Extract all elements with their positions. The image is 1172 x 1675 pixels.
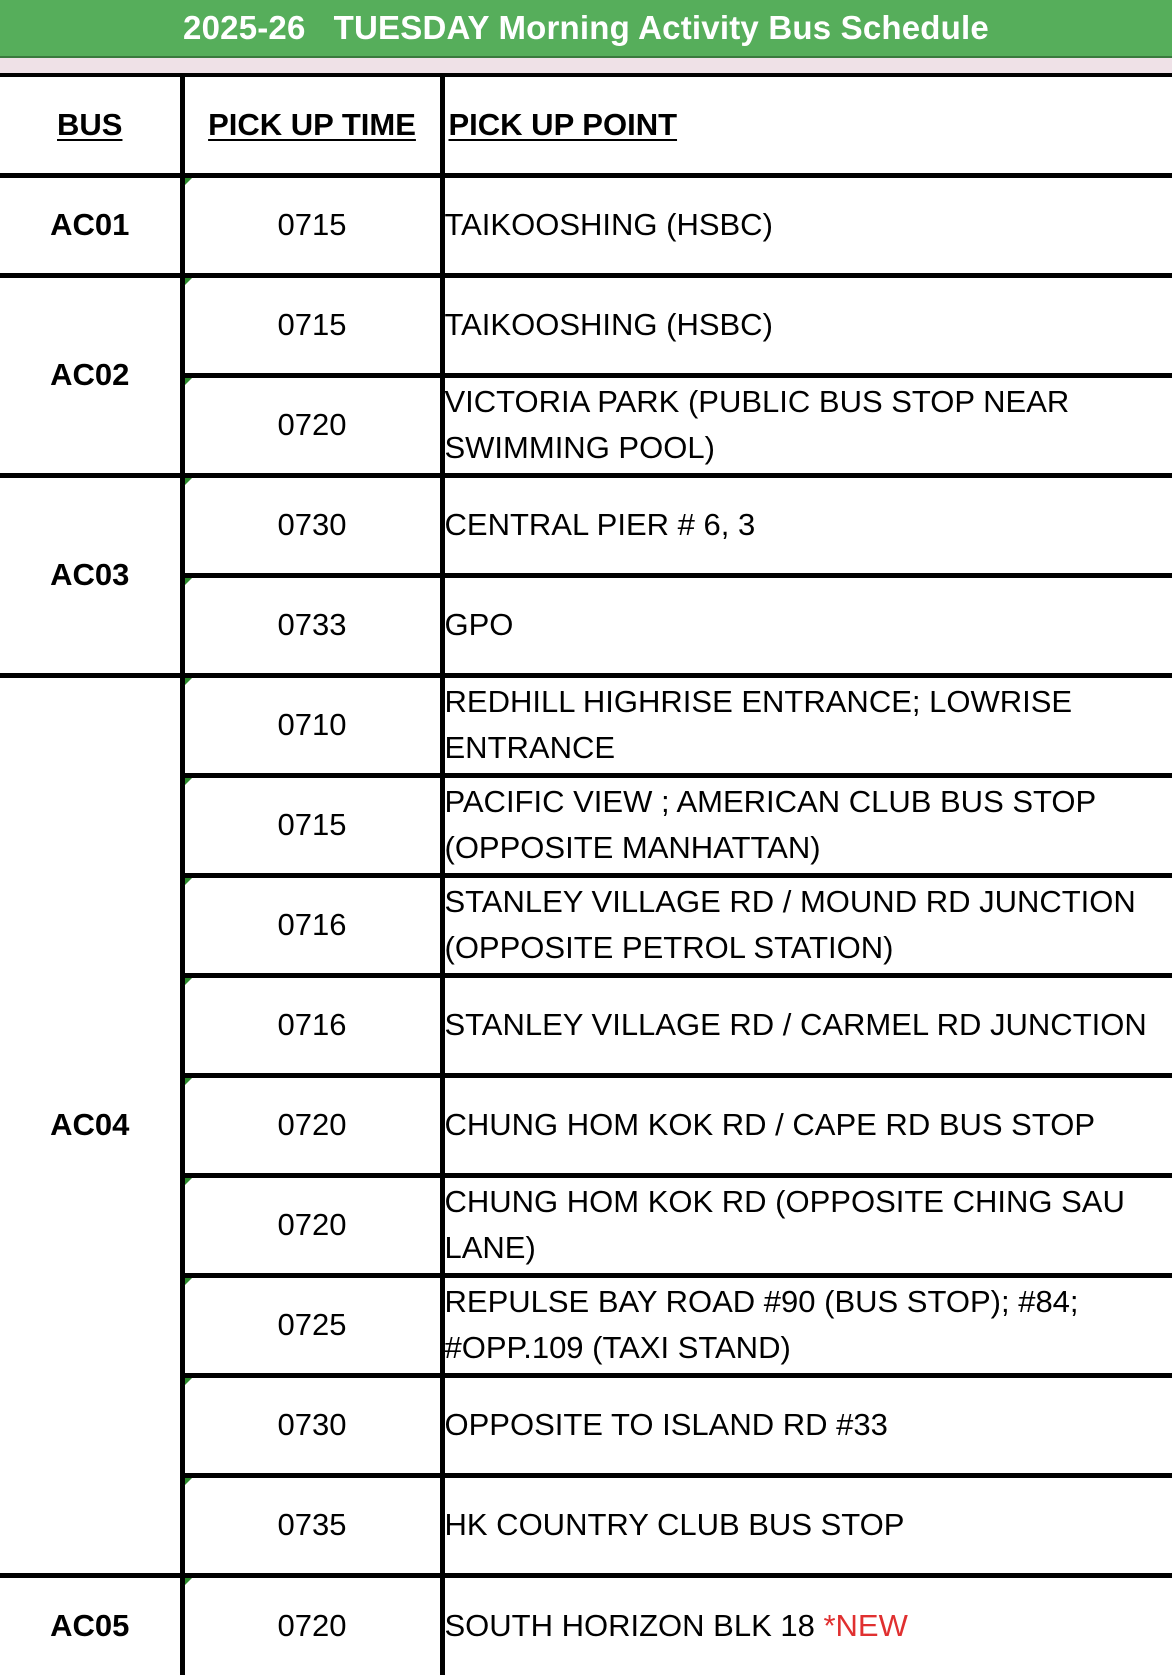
pickup-point-cell: TAIKOOSHING (HSBC) bbox=[442, 175, 1172, 275]
pickup-point-cell: GPO bbox=[442, 575, 1172, 675]
pickup-point-cell: HK COUNTRY CLUB BUS STOP bbox=[442, 1475, 1172, 1575]
pickup-time-cell: 0720 bbox=[182, 1575, 442, 1675]
pickup-point-cell: REPULSE BAY ROAD #90 (BUS STOP); #84; #OPP.109 (TAXI STAND) bbox=[442, 1275, 1172, 1375]
title-divider-strip bbox=[0, 58, 1172, 73]
bus-cell-ac05: AC05 bbox=[0, 1575, 182, 1675]
pickup-point-cell bbox=[442, 1575, 1172, 1675]
pickup-point-cell: STANLEY VILLAGE RD / CARMEL RD JUNCTION bbox=[442, 975, 1172, 1075]
bus-schedule-table bbox=[0, 73, 1172, 1675]
table-header-row bbox=[0, 75, 1172, 175]
table-row bbox=[0, 475, 1172, 575]
bus-cell-ac02: AC02 bbox=[0, 275, 182, 475]
pickup-point-cell: VICTORIA PARK (PUBLIC BUS STOP NEAR SWIMMING POOL) bbox=[442, 375, 1172, 475]
pickup-point-cell: CHUNG HOM KOK RD / CAPE RD BUS STOP bbox=[442, 1075, 1172, 1175]
pickup-time-cell: 0730 bbox=[182, 1375, 442, 1475]
table-row bbox=[0, 1575, 1172, 1675]
pickup-time-cell: 0715 bbox=[182, 775, 442, 875]
schedule-title: 2025-26 TUESDAY Morning Activity Bus Schedule bbox=[0, 0, 1172, 58]
header-pickup-point: PICK UP POINT bbox=[442, 75, 1172, 175]
bus-cell-ac04: AC04 bbox=[0, 675, 182, 1575]
pickup-time-cell: 0733 bbox=[182, 575, 442, 675]
new-stop-tag: *NEW bbox=[823, 1608, 908, 1643]
pickup-point-cell: TAIKOOSHING (HSBC) bbox=[442, 275, 1172, 375]
pickup-point-cell: CHUNG HOM KOK RD (OPPOSITE CHING SAU LANE) bbox=[442, 1175, 1172, 1275]
pickup-time-cell: 0710 bbox=[182, 675, 442, 775]
pickup-time-cell: 0715 bbox=[182, 175, 442, 275]
pickup-point-text: SOUTH HORIZON BLK 18 bbox=[444, 1608, 824, 1643]
table-row bbox=[0, 175, 1172, 275]
pickup-time-cell: 0716 bbox=[182, 875, 442, 975]
pickup-point-cell: CENTRAL PIER # 6, 3 bbox=[442, 475, 1172, 575]
bus-cell-ac01: AC01 bbox=[0, 175, 182, 275]
pickup-point-cell: REDHILL HIGHRISE ENTRANCE; LOWRISE ENTRANCE bbox=[442, 675, 1172, 775]
pickup-time-cell: 0716 bbox=[182, 975, 442, 1075]
pickup-time-cell: 0720 bbox=[182, 375, 442, 475]
pickup-time-cell: 0725 bbox=[182, 1275, 442, 1375]
bus-cell-ac03: AC03 bbox=[0, 475, 182, 675]
pickup-time-cell: 0720 bbox=[182, 1075, 442, 1175]
pickup-point-cell: OPPOSITE TO ISLAND RD #33 bbox=[442, 1375, 1172, 1475]
pickup-time-cell: 0730 bbox=[182, 475, 442, 575]
pickup-time-cell: 0720 bbox=[182, 1175, 442, 1275]
pickup-time-cell: 0735 bbox=[182, 1475, 442, 1575]
pickup-point-cell: STANLEY VILLAGE RD / MOUND RD JUNCTION (OPPOSITE PETROL STATION) bbox=[442, 875, 1172, 975]
table-row bbox=[0, 275, 1172, 375]
table-row bbox=[0, 675, 1172, 775]
header-pickup-time: PICK UP TIME bbox=[182, 75, 442, 175]
header-bus: BUS bbox=[0, 75, 182, 175]
pickup-point-cell: PACIFIC VIEW ; AMERICAN CLUB BUS STOP (OPPOSITE MANHATTAN) bbox=[442, 775, 1172, 875]
pickup-time-cell: 0715 bbox=[182, 275, 442, 375]
